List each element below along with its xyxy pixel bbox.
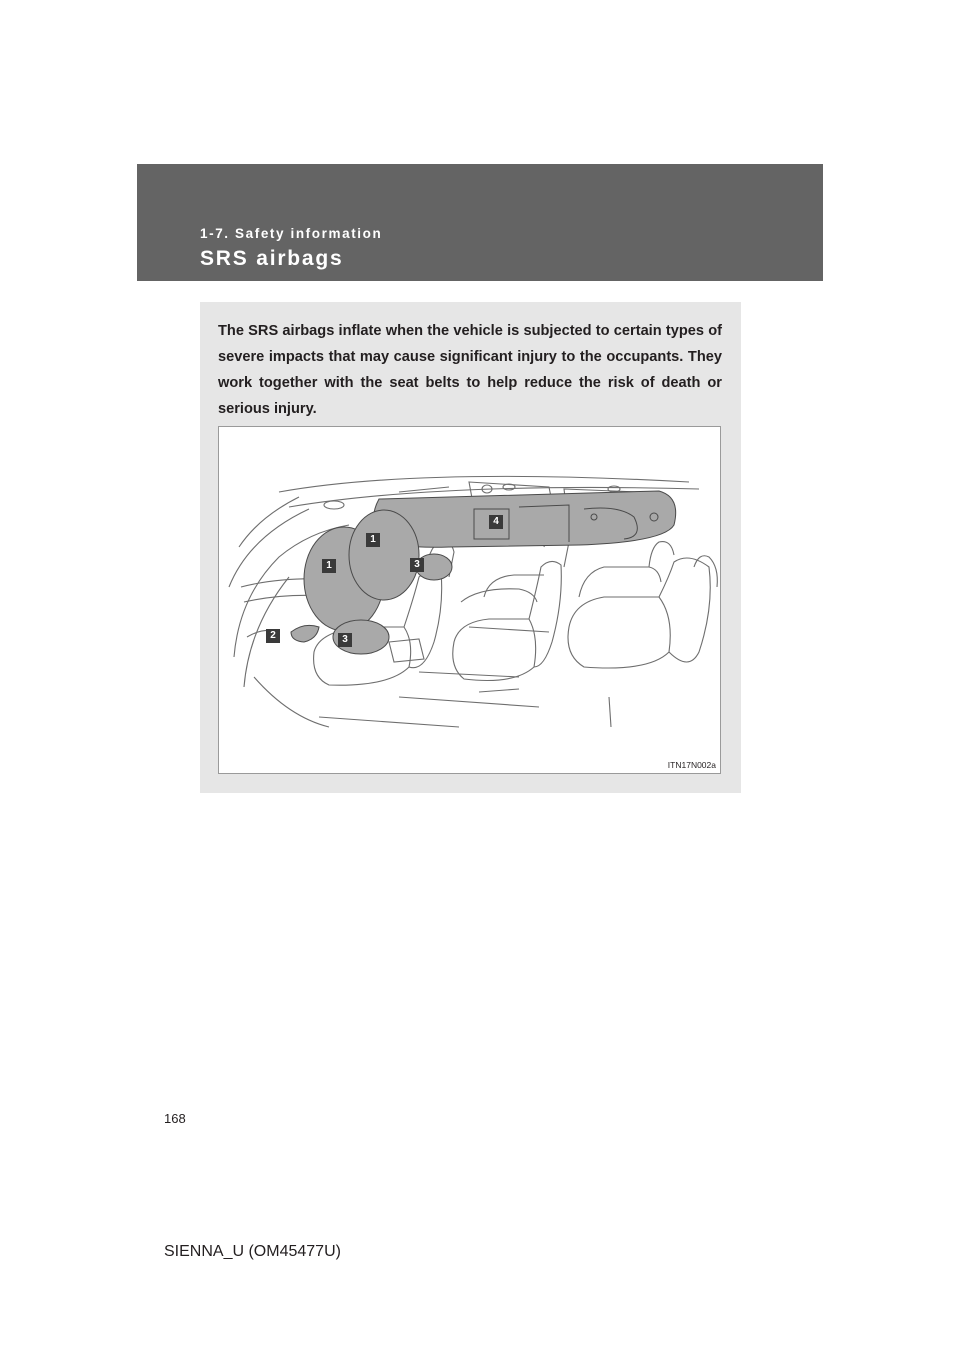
intro-text: The SRS airbags inflate when the vehicle is subjected to certain types of severe impacts that may cause significant injury to the occupants. They work together with the seat belts to help reduce the risk of death or serious injury. [218, 323, 722, 417]
callout-1b: 1 [322, 559, 336, 573]
callout-4: 4 [489, 515, 503, 529]
section-label: 1-7. Safety information [200, 226, 383, 241]
airbag-location-figure [218, 426, 721, 774]
document-id: SIENNA_U (OM45477U) [164, 1243, 341, 1260]
header-band [137, 164, 823, 281]
knee-airbag-shape [291, 625, 319, 642]
figure-code: ITN17N002a [667, 760, 716, 770]
callout-2: 2 [266, 629, 280, 643]
passenger-front-airbag-shape [349, 510, 419, 600]
callout-3b: 3 [338, 633, 352, 647]
vehicle-interior-illustration [219, 427, 721, 774]
callout-3a: 3 [410, 558, 424, 572]
curtain-airbag-shape [373, 491, 675, 547]
intro-panel [200, 302, 741, 793]
callout-1a: 1 [366, 533, 380, 547]
page-number: 168 [164, 1111, 186, 1126]
page-title: SRS airbags [200, 247, 344, 270]
